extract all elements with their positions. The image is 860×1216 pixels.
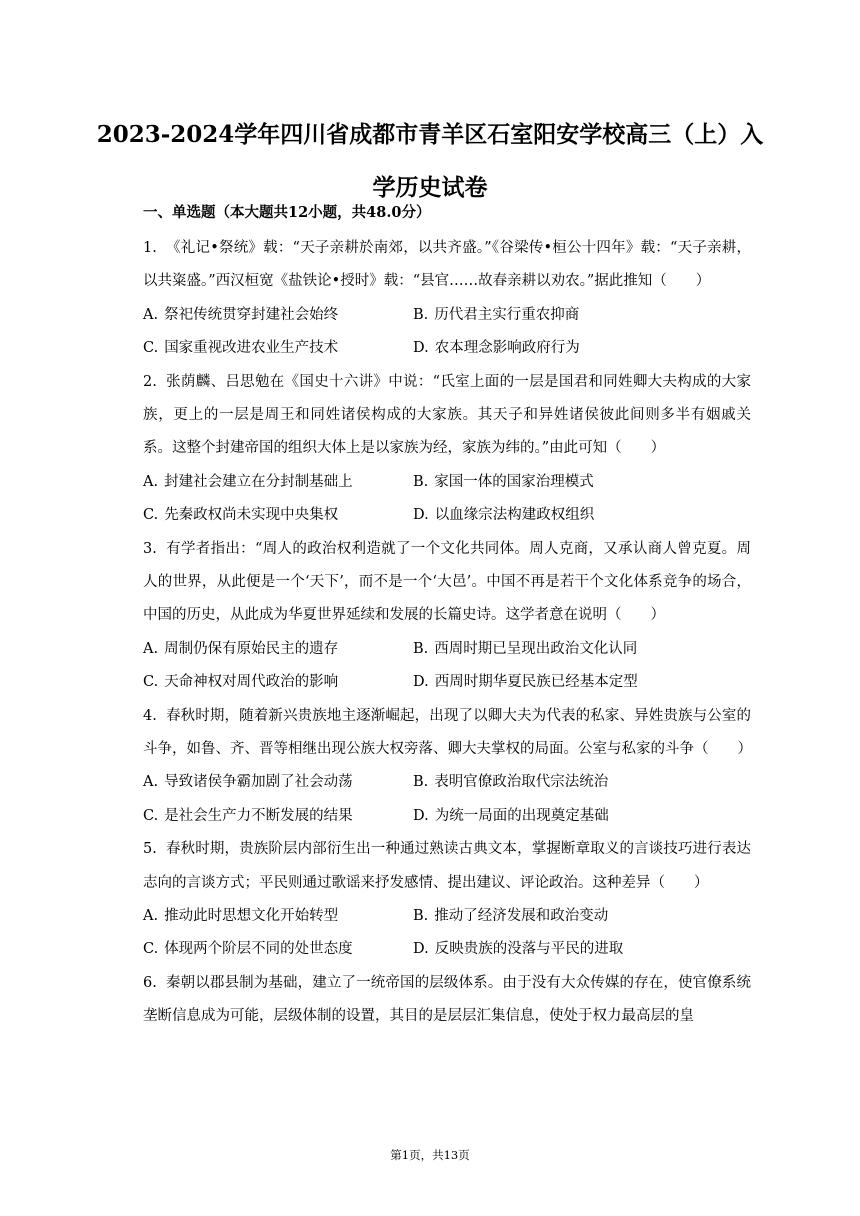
option-label: D. <box>413 674 429 691</box>
option-text: 周制仍保有原始民主的遗存 <box>164 640 339 657</box>
question-text: 春秋时期，随着新兴贵族地主逐渐崛起，出现了以卿大夫为代表的私家、异姓贵族与公室的斗争，如鲁、齐、晋等相继出现公族大权旁落、卿大夫掌权的局面。公室与私家的斗争（ ） <box>143 707 752 757</box>
option-label: C. <box>143 507 159 524</box>
question-stem <box>143 366 751 466</box>
option-d <box>413 933 683 966</box>
question-number: 5. <box>143 841 157 858</box>
question-text: 春秋时期，贵族阶层内部衍生出一种通过熟读古典文本，掌握断章取义的言谈技巧进行表达志向的言谈方式；平民则通过歌谣来抒发感情、提出建议、评论政治。这种差异（ ） <box>143 841 751 891</box>
question-number: 2. <box>143 373 157 390</box>
options-row <box>143 933 751 966</box>
question-5 <box>143 833 751 967</box>
option-c <box>143 666 413 699</box>
option-text: 表明官僚政治取代宗法统治 <box>434 774 609 791</box>
question-number: 6. <box>143 974 157 991</box>
option-c <box>143 800 413 833</box>
option-text: 农本理念影响政府行为 <box>434 340 580 357</box>
option-c <box>143 933 413 966</box>
options-row <box>143 633 751 666</box>
options-row <box>143 800 751 833</box>
option-c <box>143 499 413 532</box>
question-number: 4. <box>143 707 157 724</box>
option-text: 是社会生产力不断发展的结果 <box>164 807 353 824</box>
question-text: 张荫麟、吕思勉在《国史十六讲》中说：“氏室上面的一层是国君和同姓卿大夫构成的大家族，更上的一层是周王和同姓诸侯构成的大家族。其天子和异姓诸侯彼此间则多半有姻戚关系。这整个封建帝国的组织大体上是以家族为经，家族为纬的。”由此可知（ ） <box>143 373 751 457</box>
question-text: 《礼记•祭统》载：“天子亲耕於南郊，以共齐盛。”《谷梁传•桓公十四年》载：“天子亲耕，以共粢盛。”西汉桓宽《盐铁论•授时》载：“县官……故春亲耕以劝农。”据此推知（ ） <box>143 240 751 290</box>
options-row <box>143 900 751 933</box>
option-text: 西周时期华夏民族已经基本定型 <box>434 674 638 691</box>
option-a <box>143 900 413 933</box>
exam-title: 2023-2024学年四川省成都市青羊区石室阳安学校高三（上）入学历史试卷 <box>96 121 764 201</box>
option-a <box>143 299 413 332</box>
option-text: 反映贵族的没落与平民的进取 <box>434 941 624 958</box>
option-label: B. <box>413 908 429 924</box>
option-b <box>413 633 683 666</box>
option-label: B. <box>413 774 429 791</box>
option-text: 封建社会建立在分封制基础上 <box>164 473 353 490</box>
question-number: 3. <box>143 540 157 557</box>
option-d <box>413 666 683 699</box>
option-a <box>143 633 413 666</box>
options-row <box>143 466 751 499</box>
option-label: C. <box>143 941 159 958</box>
option-b <box>413 466 683 499</box>
options-row <box>143 499 751 532</box>
option-text: 导致诸侯争霸加剧了社会动荡 <box>164 774 353 791</box>
options-row <box>143 299 751 332</box>
question-2 <box>143 366 751 533</box>
option-label: A. <box>143 306 159 323</box>
option-text: 推动此时思想文化开始转型 <box>164 908 339 924</box>
option-d <box>413 332 683 365</box>
question-1 <box>143 232 751 366</box>
option-label: D. <box>413 340 429 357</box>
page-footer: 第1页，共13页 <box>390 1148 470 1162</box>
option-label: A. <box>143 640 159 657</box>
option-text: 推动了经济发展和政治变动 <box>434 908 609 924</box>
option-c <box>143 332 413 365</box>
option-a <box>143 766 413 799</box>
question-6 <box>143 967 751 1034</box>
options-row <box>143 332 751 365</box>
option-text: 体现两个阶层不同的处世态度 <box>164 941 353 958</box>
option-b <box>413 299 683 332</box>
question-text: 秦朝以郡县制为基础，建立了一统帝国的层级体系。由于没有大众传媒的存在，使官僚系统垄断信息成为可能，层级体制的设置，其目的是层层汇集信息，使处于权力最高层的皇 <box>143 974 751 1025</box>
question-stem <box>143 967 751 1034</box>
option-a <box>143 466 413 499</box>
option-label: D. <box>413 941 429 958</box>
option-label: B. <box>413 640 429 657</box>
question-4 <box>143 700 751 834</box>
option-d <box>413 499 683 532</box>
option-label: D. <box>413 507 429 524</box>
option-label: A. <box>143 774 159 791</box>
options-row <box>143 666 751 699</box>
option-label: C. <box>143 674 159 691</box>
question-stem <box>143 700 751 767</box>
question-list <box>143 232 751 1034</box>
option-b <box>413 766 683 799</box>
option-label: A. <box>143 908 159 924</box>
option-label: B. <box>413 473 429 490</box>
option-text: 先秦政权尚未实现中央集权 <box>164 507 339 524</box>
question-stem <box>143 833 751 900</box>
option-text: 天命神权对周代政治的影响 <box>164 674 339 691</box>
question-3 <box>143 533 751 700</box>
option-text: 为统一局面的出现奠定基础 <box>434 807 609 824</box>
option-label: C. <box>143 807 159 824</box>
section-heading: 一、单选题（本大题共12小题，共48.0分） <box>143 204 431 221</box>
question-text: 有学者指出：“周人的政治权利造就了一个文化共同体。周人克商，又承认商人曾克夏。周人的世界，从此便是一个‘天下’，而不是一个‘大邑’。中国不再是若干个文化体系竞争的场合，中国的历史，从此成为华夏世界延续和发展的长篇史诗。这学者意在说明（ ） <box>143 540 751 624</box>
option-b <box>413 900 683 933</box>
option-label: A. <box>143 473 159 490</box>
option-label: D. <box>413 807 429 824</box>
question-number: 1. <box>143 240 157 256</box>
option-text: 历代君主实行重农抑商 <box>434 306 580 323</box>
question-stem <box>143 533 751 633</box>
question-stem <box>143 232 751 299</box>
option-text: 西周时期已呈现出政治文化认同 <box>434 640 638 657</box>
option-text: 以血缘宗法构建政权组织 <box>434 507 595 524</box>
option-text: 祭祀传统贯穿封建社会始终 <box>164 306 339 323</box>
option-text: 国家重视改进农业生产技术 <box>164 340 339 357</box>
option-label: C. <box>143 340 159 357</box>
option-d <box>413 800 683 833</box>
options-row <box>143 766 751 799</box>
option-text: 家国一体的国家治理模式 <box>434 473 594 490</box>
option-label: B. <box>413 306 429 323</box>
